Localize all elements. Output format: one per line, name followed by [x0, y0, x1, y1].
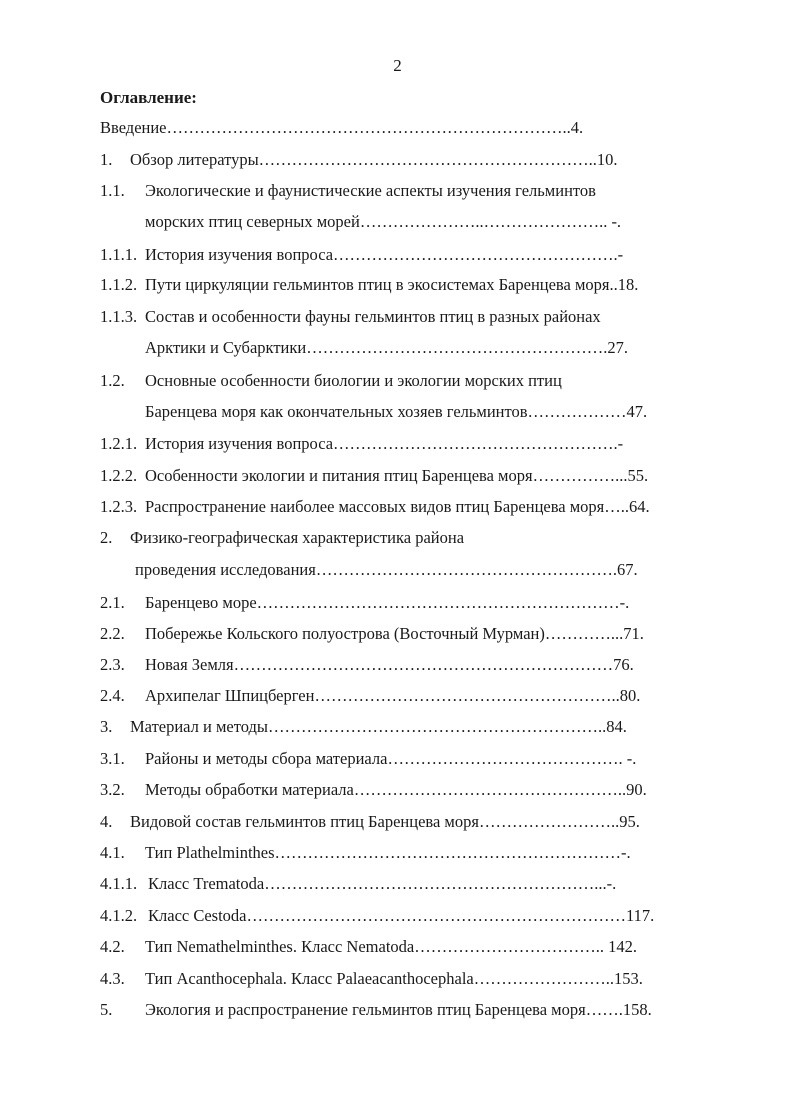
toc-entry-number: 1.2.3. — [100, 497, 138, 516]
toc-entry-number: 2.2. — [100, 624, 125, 643]
toc-entry-number: 4.1. — [100, 843, 125, 862]
toc-entry-text: Распространение наиболее массовых видов птиц Баренцева моря…..64. — [145, 497, 650, 516]
page-number: 2 — [393, 56, 402, 75]
toc-entry-number: 3.2. — [100, 780, 125, 799]
toc-entry-number: 4.3. — [100, 969, 125, 988]
toc-entry-text: Экология и распространение гельминтов птиц Баренцева моря…….158. — [145, 1000, 652, 1019]
toc-entry-text: Видовой состав гельминтов птиц Баренцева моря……………………..95. — [130, 812, 640, 831]
toc-entry-text: Особенности экологии и питания птиц Баренцева моря……………...55. — [145, 466, 649, 485]
toc-entry-text: Обзор литературы……………………………………………………..10. — [130, 150, 618, 169]
toc-entry-text: Побережье Кольского полуострова (Восточный Мурман)…………...71. — [145, 624, 644, 643]
toc-entry-number: 2. — [100, 528, 113, 547]
toc-entry-number: 3.1. — [100, 749, 125, 768]
toc-entry-text: Материал и методы……………………………………………………..84. — [130, 717, 627, 736]
toc-entry-number: 1.2.1. — [100, 434, 138, 453]
toc-entry-text: Пути циркуляции гельминтов птиц в экосистемах Баренцева моря..18. — [145, 275, 639, 294]
toc-entry-number: 1. — [100, 150, 113, 169]
toc-entry-number: 4.2. — [100, 937, 125, 956]
toc-entry-number: 1.1.3. — [100, 307, 138, 326]
toc-entry-text: Экологические и фаунистические аспекты изучения гельминтов — [145, 181, 596, 200]
toc-entry-number: 5. — [100, 1000, 113, 1019]
toc-entry-number: 1.1. — [100, 181, 125, 200]
toc-entry-number: 1.2. — [100, 371, 125, 390]
toc-entry-text: Арктики и Субарктики……………………………………………….27. — [145, 338, 628, 357]
toc-entry-text: морских птиц северных морей…………………..………………….. -. — [145, 212, 622, 231]
toc-entry-text: Основные особенности биологии и экологии морских птиц — [145, 371, 562, 390]
toc-entry-number: 2.4. — [100, 686, 125, 705]
toc-entry-number: 4.1.1. — [100, 874, 138, 893]
toc-entry-number: 4.1.2. — [100, 906, 138, 925]
toc-entry-text: Новая Земля……………………………………………………………76. — [145, 655, 634, 674]
toc-entry-number: 1.1.1. — [100, 245, 138, 264]
toc-entry-text: Класс Trematoda……………………………………………………...-. — [148, 874, 617, 893]
toc-entry-text: Введение………………………………………………………………..4. — [100, 118, 584, 137]
toc-entry-number: 1.2.2. — [100, 466, 138, 485]
toc-entry-text: Состав и особенности фауны гельминтов птиц в разных районах — [145, 307, 601, 326]
toc-entry-number: 1.1.2. — [100, 275, 138, 294]
toc-entry-text: Тип Plathelminthes………………………………………………………-. — [145, 843, 631, 862]
toc-entry-text: Физико-географическая характеристика района — [130, 528, 465, 547]
toc-entry-text: Методы обработки материала…………………………………………..90. — [145, 780, 647, 799]
toc-entry-number: 2.1. — [100, 593, 125, 612]
toc-entry-text: проведения исследования……………………………………………….67. — [135, 560, 638, 579]
toc-entry-text: Архипелаг Шпицберген………………………………………………..80. — [145, 686, 641, 705]
toc-entry-text: Баренцева моря как окончательных хозяев гельминтов………………47. — [145, 402, 648, 421]
toc-entry-text: Класс Cestoda……………………………………………………………117. — [148, 906, 655, 925]
toc-entry-text: История изучения вопроса…………………………………………….- — [145, 434, 624, 453]
toc-entry-number: 3. — [100, 717, 113, 736]
toc-entry-text: Тип Nemathelminthes. Класс Nematoda…………………………….. 142. — [145, 937, 637, 956]
toc-entry-text: Районы и методы сбора материала……………………………………. -. — [145, 749, 637, 768]
toc-entry-text: История изучения вопроса…………………………………………….- — [145, 245, 624, 264]
toc-entry-number: 2.3. — [100, 655, 125, 674]
toc-entry-text: Баренцево море…………………………………………………………-. — [145, 593, 630, 612]
toc-entry-number: 4. — [100, 812, 113, 831]
toc-entry-text: Тип Acanthocephala. Класс Palaeacanthocephala……………………..153. — [145, 969, 643, 988]
toc-title: Оглавление: — [100, 88, 197, 107]
